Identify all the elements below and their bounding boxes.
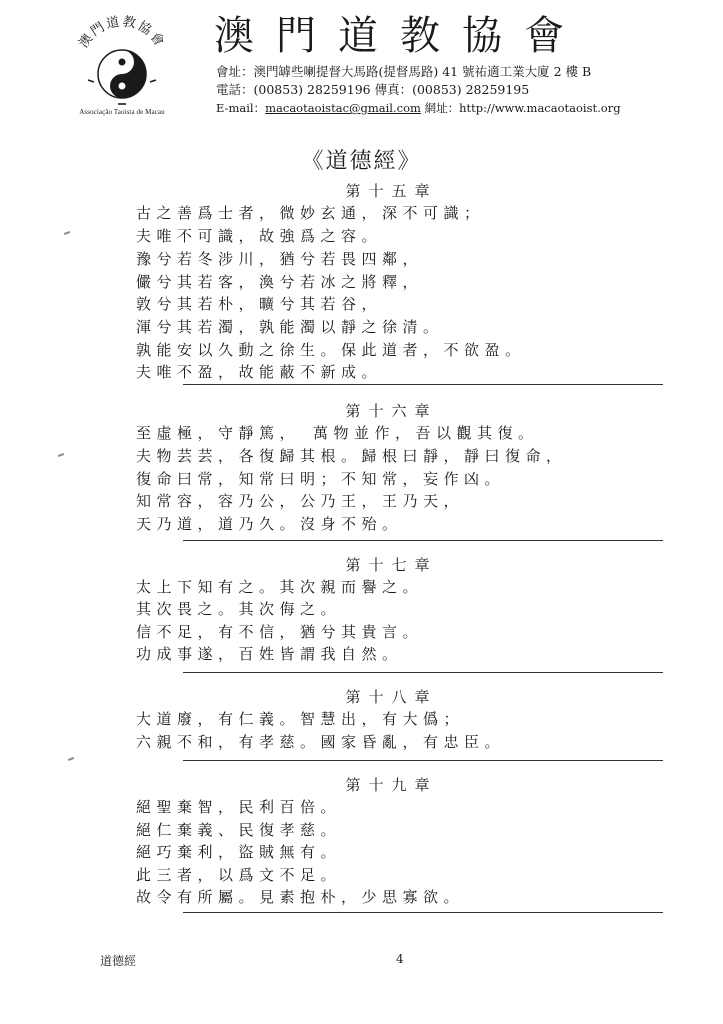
- chapter-heading: 第十七章: [345, 556, 438, 574]
- chapter-heading: 第十五章: [345, 182, 438, 200]
- email-label: E-mail：: [216, 101, 266, 115]
- verse-line: 此三者，以爲文不足。: [136, 866, 342, 884]
- verse-line: 夫唯不可識，故強爲之容。: [136, 227, 383, 245]
- chapter-heading: 第十九章: [345, 776, 438, 794]
- association-logo: [66, 14, 178, 118]
- chapter-divider: [183, 912, 663, 913]
- taiji-emblem-icon: [66, 14, 178, 110]
- document-title: 《道德經》: [301, 149, 422, 174]
- chapter-heading: 第十六章: [345, 402, 438, 420]
- email-website-line: [216, 100, 621, 116]
- verse-line: 儼兮其若客，渙兮若冰之將釋，: [136, 273, 424, 291]
- verse-line: 至虛極，守靜篤， 萬物並作，吾以觀其復。: [136, 424, 539, 442]
- verse-line: 敦兮其若朴，曠兮其若谷，: [136, 295, 383, 313]
- verse-line: 夫唯不盈，故能蔽不新成。: [136, 363, 383, 381]
- scan-mark: [58, 453, 64, 457]
- chapter-heading: 第十八章: [345, 688, 438, 706]
- chapter-divider: [183, 540, 663, 541]
- page-number: 4: [396, 952, 404, 966]
- verse-line: 信不足，有不信，猶兮其貴言。: [136, 623, 424, 641]
- address-line: 會址：澳門罅些喇提督大馬路(提督馬路) 41 號祐適工業大廈 2 樓 B: [216, 64, 592, 79]
- verse-line: 絕仁棄義、民復孝慈。: [136, 821, 342, 839]
- logo-caption: Associação Taoista de Macau: [79, 108, 165, 116]
- verse-line: 絕聖棄智，民利百倍。: [136, 798, 342, 816]
- organization-title: 澳門道教協會: [214, 13, 586, 59]
- verse-line: 夫物芸芸，各復歸其根。歸根曰靜，靜曰復命，: [136, 447, 567, 465]
- chapter-divider: [183, 760, 663, 761]
- verse-line: 知常容，容乃公，公乃王，王乃天，: [136, 492, 465, 510]
- verse-line: 古之善爲士者，微妙玄通，深不可識；: [136, 204, 485, 222]
- phone-fax-line: 電話：(00853) 28259196 傳真：(00853) 28259195: [216, 82, 530, 97]
- verse-line: 渾兮其若濁，孰能濁以靜之徐清。: [136, 318, 444, 336]
- verse-line: 絕巧棄利，盜賊無有。: [136, 843, 342, 861]
- verse-line: 六親不和，有孝慈。國家昏亂，有忠臣。: [136, 733, 506, 751]
- chapter-divider: [183, 672, 663, 673]
- verse-line: 豫兮若冬涉川，猶兮若畏四鄰，: [136, 250, 424, 268]
- email-link[interactable]: macaotaoistac@gmail.com: [265, 101, 421, 115]
- verse-line: 功成事遂，百姓皆謂我自然。: [136, 645, 403, 663]
- scan-mark: [64, 231, 70, 235]
- verse-line: 其次畏之。其次侮之。: [136, 600, 342, 618]
- chapter-divider: [183, 384, 663, 385]
- verse-line: 大道廢，有仁義。智慧出，有大僞；: [136, 710, 465, 728]
- website-text[interactable]: 網址：http://www.macaotaoist.org: [420, 101, 621, 115]
- verse-line: 故令有所屬。見素抱朴，少思寡欲。: [136, 888, 465, 906]
- verse-line: 復命曰常，知常曰明；不知常，妄作凶。: [136, 470, 506, 488]
- logo-ring-text: 澳門道教協會: [76, 14, 168, 51]
- verse-line: 太上下知有之。其次親而譽之。: [136, 578, 424, 596]
- svg-text:澳門道教協會: [76, 14, 167, 51]
- verse-line: 天乃道，道乃久。沒身不殆。: [136, 515, 403, 533]
- footer-document-name: 道德經: [100, 954, 137, 968]
- scan-mark: [68, 757, 74, 761]
- verse-line: 孰能安以久動之徐生。保此道者，不欲盈。: [136, 341, 526, 359]
